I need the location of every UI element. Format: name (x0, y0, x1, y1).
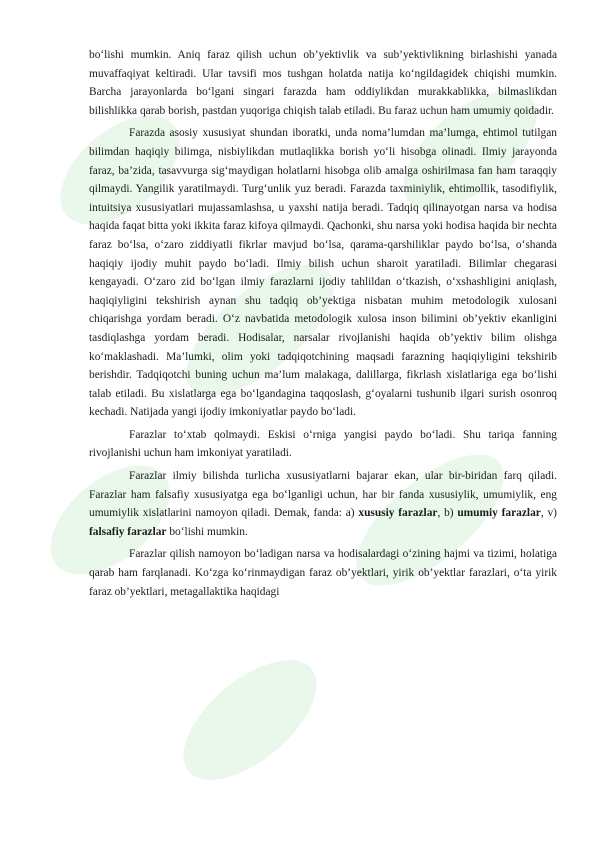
types-b-term: umumiy farazlar (457, 507, 541, 520)
types-v-prefix: , v) (540, 507, 557, 520)
document-body (89, 46, 557, 605)
types-a-prefix: a) (345, 507, 359, 520)
types-suffix: bo‘lishi mumkin. (166, 525, 248, 538)
paragraph-1: bo‘lishi mumkin. Aniq faraz qilish uchun ob’yektivlik va sub’yektivlikning birlashishi yanada muvaffaqiyat keltiradi. Ular tavsifi mos tushgan holatda natija ko‘ngildagidek chiqishi mumkin. Barcha jarayonlarda bo‘lgani singari farazda ham oddiylikdan murakkablikka, bilmaslikdan bilishlikka qarab borish, pastdan yuqoriga chiqish talab etiladi. Bu faraz uchun ham umumiy qoidadir. (89, 49, 557, 117)
paragraph-2: Farazda asosiy xususiyat shundan iboratki, unda noma’lumdan ma’lumga, ehtimol tutilgan bilimdan haqiqiy bilimga, nisbiylikdan mutlaqlikka borish yo‘li hisobga olinadi. Ilmiy jarayonda faraz, ba’zida, tasavvurga sig‘maydigan holatlarni hisobga olib amalga oshirilmasa fan ham taraqqiy qilmaydi. Yangilik yaratilmaydi. Turg‘unlik yuz beradi. Farazda taxminiylik, ehtimollik, tasodifiylik, intuitsiya xususiyatlari mujassamlashsa, u yaxshi natija beradi. Tadqiq qilinayotgan narsa va hodisa haqida faqat bitta yoki ikkita faraz kifoya qilmaydi. Qachonki, shu narsa yoki hodisa haqida bir nechta faraz bo‘lsa, o‘zaro ziddiyatli fikrlar mavjud bo‘lsa, qarama-qarshiliklar paydo bo‘lsa, o‘shanda haqiqiy ijodiy muhit paydo bo‘ladi. Ilmiy bilish uchun sharoit yaratiladi. Bilimlar chegarasi kengayadi. O‘zaro zid bo‘lgan ilmiy farazlarni ijodiy tahlildan o‘tkazish, o‘xshashligini aniqlash, haqiqiyligini tekshirish aynan shu tadqiq ob’yektiga nisbatan muhim metodologik xulosani chiqarishga yordam beradi. O‘z navbatida metodologik xulosa inson bilimini ob’yektiv ekanligini tasdiqlashga yordam beradi. Hodisalar, narsalar rivojlanishi haqida ob’yektiv bilim olishga ko‘maklashadi. Ma’lumki, olim yoki tadqiqotchining maqsadi farazning haqiqiyligini tekshirib berishdir. Tadqiqotchi buning uchun ma’lum malakaga, dalillarga, fikrlash xislatlariga ega bo‘lishi talab etiladi. Bu xislatlarga ega bo‘lgandagina taqqoslash, g‘oyalarni tushunib ilgari surish osonroq kechadi. Natijada yangi ijodiy imkoniyatlar paydo bo‘ladi. (89, 127, 557, 419)
paragraph-4-text: Farazlar ilmiy bilishda turlicha xususiyatlarni bajarar ekan, ular bir-biridan farq qiladi. Farazlar ham falsafiy xususiyatga ega bo‘lganligi uchun, har bir fanda xususiylik, umumiylik, eng umumiylik xislatlarini namoyon qiladi. Demak, fanda: (89, 470, 557, 520)
paragraph-5: Farazlar qilish namoyon bo‘ladigan narsa va hodisalardagi o‘zining hajmi va tizimi, holatiga qarab ham farqlanadi. Ko‘zga ko‘rinmaydigan faraz ob’yektlari, yirik ob’yektlar farazlari, o‘ta yirik faraz ob’yektlari, metagallaktika haqidagi (89, 548, 557, 598)
paragraph-3: Farazlar to‘xtab qolmaydi. Eskisi o‘rniga yangisi paydo bo‘ladi. Shu tariqa fanning rivojlanishi uchun ham imkoniyat yaratiladi. (89, 428, 557, 460)
types-a-term: xususiy farazlar (358, 507, 438, 520)
paragraph-4 (89, 467, 557, 541)
types-b-prefix: , b) (437, 507, 458, 520)
types-v-term: falsafiy farazlar (89, 525, 167, 538)
